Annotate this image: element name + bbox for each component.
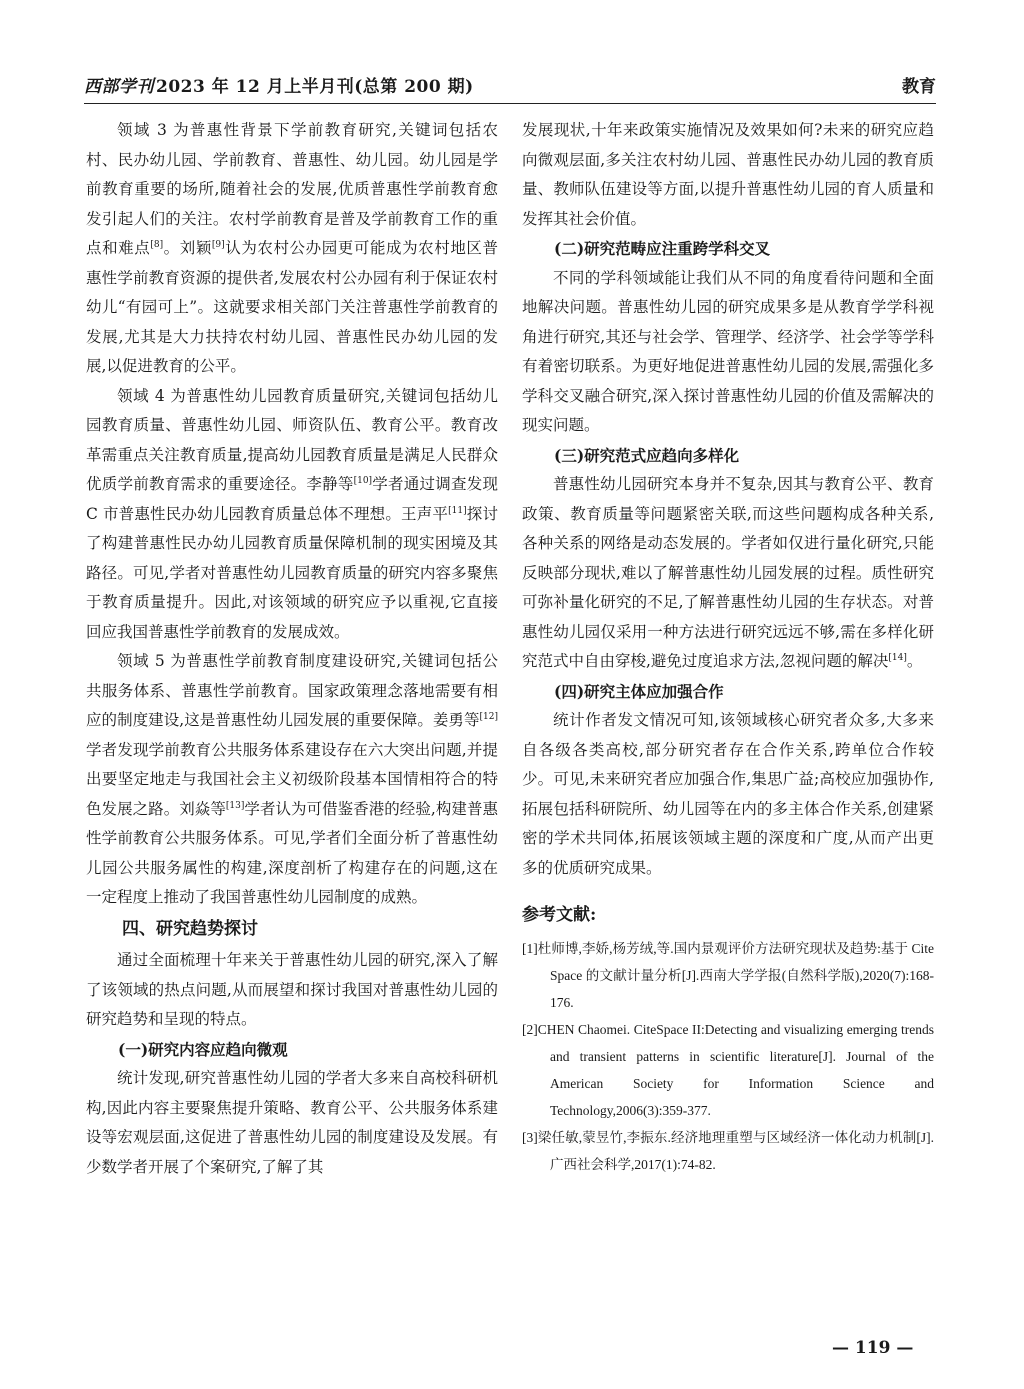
section-heading-trends: 四、研究趋势探讨 [122,918,258,939]
right-column [522,116,934,1178]
page-number: — 119 — [832,1338,914,1358]
paragraph-domain-3: 领域 3 为普惠性背景下学前教育研究,关键词包括农村、民办幼儿园、学前教育、普惠性、幼儿园。幼儿园是学前教育重要的场所,随着社会的发展,优质普惠性学前教育愈发引起人们的关注。农村学前教育是普及学前教育工作的重点和难点[8]。刘颖[9]认为农村公办园更可能成为农村地区普惠性学前教育资源的提供者,发展农村公办园有利于保证农村幼儿“有园可上”。这就要求相关部门关注普惠性学前教育的发展,尤其是大力扶持农村幼儿园、普惠性民办幼儿园的发展,以促进教育的公平。 [86,121,498,375]
reference-item: [2]CHEN Chaomei. CiteSpace II:Detecting and visualizing emerging trends and transient patterns in scientific literature[J]. Journal of the American Society for Information Science and Technology,2006(3):359-377. [522,1021,934,1118]
section-label: 教育 [902,77,936,97]
subheading-paradigm: (三)研究范式应趋向多样化 [554,445,740,465]
left-column [86,116,498,1182]
reference-item: [1]杜师博,李娇,杨芳绒,等.国内景观评价方法研究现状及趋势:基于 Cite Space 的文献计量分析[J].西南大学学报(自然科学版),2020(7):168-176. [522,940,934,1010]
reference-item: [3]梁任敏,蒙昱竹,李振东.经济地理重塑与区域经济一体化动力机制[J].广西社会科学,2017(1):74-82. [522,1129,934,1172]
paragraph-cooperation: 统计作者发文情况可知,该领域核心研究者众多,大多来自各级各类高校,部分研究者存在合作关系,跨单位合作较少。可见,未来研究者应加强合作,集思广益;高校应加强协作,拓展包括科研院所、幼儿园等在内的多主体合作关系,创建紧密的学术共同体,拓展该领域主题的深度和广度,从而产出更多的优质研究成果。 [522,711,934,877]
references-title: 参考文献: [522,905,597,925]
journal-issue: 2023 年 12 月上半月刊(总第 200 期) [156,77,474,97]
subheading-cooperation: (四)研究主体应加强合作 [554,681,724,701]
header-rule [84,103,936,104]
paragraph-domain-5: 领域 5 为普惠性学前教育制度建设研究,关键词包括公共服务体系、普惠性学前教育。国家政策理念落地需要有相应的制度建设,这是普惠性幼儿园发展的重要保障。姜勇等[12]学者发现学前教育公共服务体系建设存在六大突出问题,并提出要坚定地走与我国社会主义初级阶段基本国情相符合的特色发展之路。刘焱等[13]学者认为可借鉴香港的经验,构建普惠性学前教育公共服务体系。可见,学者们全面分析了普惠性幼儿园公共服务属性的构建,深度剖析了构建存在的问题,这在一定程度上推动了我国普惠性幼儿园制度的成熟。 [86,652,498,906]
paragraph-domain-4: 领域 4 为普惠性幼儿园教育质量研究,关键词包括幼儿园教育质量、普惠性幼儿园、师资队伍、教育公平。教育改革需重点关注教育质量,提高幼儿园教育质量是满足人民群众优质学前教育需求的重要途径。李静等[10]学者通过调查发现 C 市普惠性民办幼儿园教育质量总体不理想。王声平[11]探讨了构建普惠性民办幼儿园教育质量保障机制的现实困境及其路径。可见,学者对普惠性幼儿园教育质量的研究内容多聚焦于教育质量提升。因此,对该领域的研究应予以重视,它直接回应我国普惠性学前教育的发展成效。 [86,386,498,641]
paragraph-interdisciplinary: 不同的学科领域能让我们从不同的角度看待问题和全面地解决问题。普惠性幼儿园的研究成果多是从教育学学科视角进行研究,其还与社会学、管理学、经济学、社会学等学科有着密切联系。为更好地促进普惠性幼儿园的发展,需强化多学科交叉融合研究,深入探讨普惠性幼儿园的价值及需解决的现实问题。 [522,268,934,434]
journal-title [84,72,474,97]
paragraph-micro: 统计发现,研究普惠性幼儿园的学者大多来自高校科研机构,因此内容主要聚焦提升策略、教育公平、公共服务体系建设等宏观层面,这促进了普惠性幼儿园的制度建设及发展。有少数学者开展了个案研究,了解了其 [86,1069,498,1176]
subheading-micro: (一)研究内容应趋向微观 [118,1039,288,1059]
subheading-interdisciplinary: (二)研究范畴应注重跨学科交叉 [554,239,771,258]
paragraph-micro-continued: 发展现状,十年来政策实施情况及效果如何?未来的研究应趋向微观层面,多关注农村幼儿园、普惠性民办幼儿园的教育质量、教师队伍建设等方面,以提升普惠性幼儿园的育人质量和发挥其社会价值。 [522,121,934,228]
journal-logo: 西部学刊 [84,77,154,97]
paragraph-trends-intro: 通过全面梳理十年来关于普惠性幼儿园的研究,深入了解了该领域的热点问题,从而展望和探讨我国对普惠性幼儿园的研究趋势和呈现的特点。 [86,951,498,1028]
page-header [84,72,936,100]
paragraph-paradigm: 普惠性幼儿园研究本身并不复杂,因其与教育公平、教育政策、教育质量等问题紧密关联,而这些问题构成各种关系,各种关系的网络是动态发展的。学者如仅进行量化研究,只能反映部分现状,难以了解普惠性幼儿园发展的过程。质性研究可弥补量化研究的不足,了解普惠性幼儿园的生存状态。对普惠性幼儿园仅采用一种方法进行研究远远不够,需在多样化研究范式中自由穿梭,避免过度追求方法,忽视问题的解决[14]。 [522,475,934,670]
